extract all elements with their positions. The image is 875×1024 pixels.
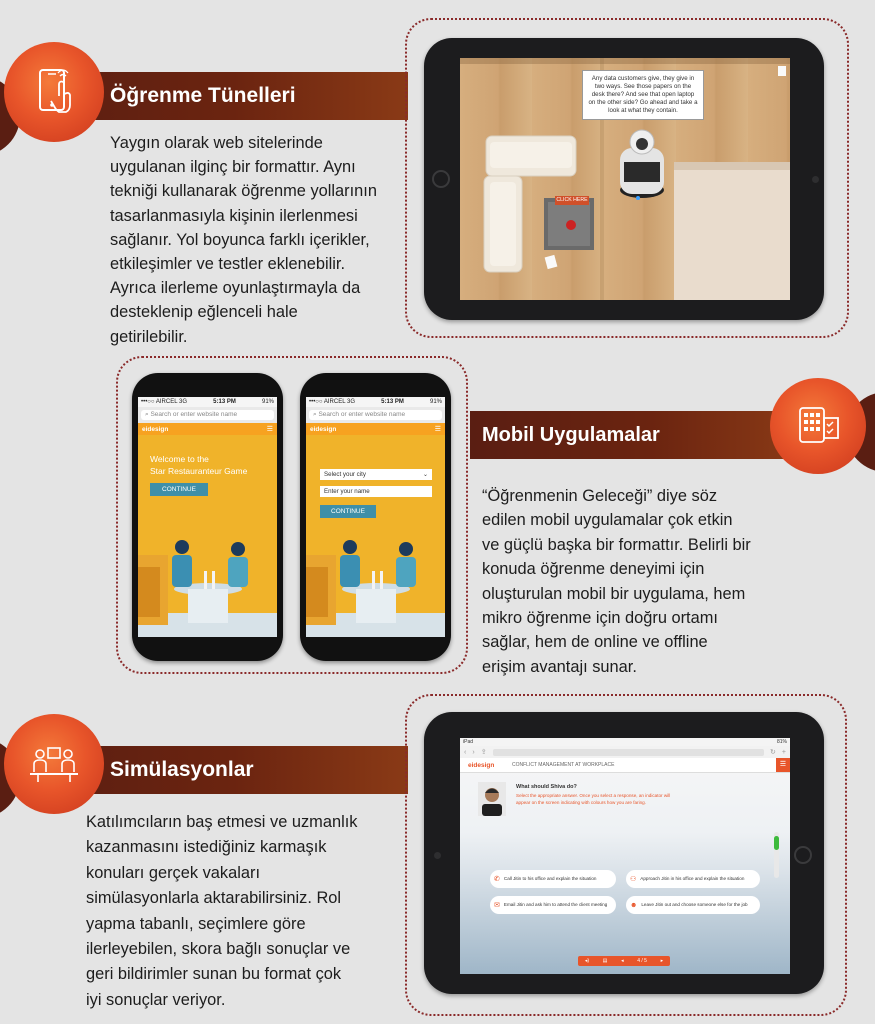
course-logo: eidesign: [468, 761, 495, 769]
continue-button[interactable]: [320, 505, 376, 518]
phone-icon: ✆: [494, 876, 500, 883]
course-title: CONFLICT MANAGEMENT AT WORKPLACE: [512, 762, 615, 768]
device-label: iPad: [463, 739, 474, 745]
continue-label: CONTINUE: [331, 508, 365, 515]
next-icon[interactable]: ▸: [660, 958, 664, 964]
restaurant-illustration: [138, 527, 277, 637]
section-icon-circle: [770, 378, 866, 474]
section-body: Yaygın olarak web sitelerinde uygulanan ilginç bir formattır. Aynı tekniği kullanarak öğrenme yollarının tasarlanmasıyla kişinin ilerlenmesi sağlanır. Yol boyunca farklı içerikler, etkileşimler ve testler eklenebilir. Ayrıca ilerleme oyunlaştırmayla da desteklenip eğlenceli hale getirilebilir.: [110, 134, 377, 346]
browser-bar: [306, 407, 445, 423]
instruction-text: Select the appropriate answer. Once you select a response, an indicator will appear on the screen indicating with colours how you are faring.: [516, 793, 671, 805]
section-body: Katılımcıların baş etmesi ve uzmanlık kazanmasını istediğiniz karmaşık konuları gerçek vakaları simülasyonlarla aktarabilirsiniz. Rol yapma tabanlı, seçimlere göre ilerleyebilen, skora bağlı sonuçlar ve geri bildirimler sunan bu format çok iyi sonuçlar veriyor.: [86, 813, 358, 1009]
option-label: Email Jitin and ask him to attend the client meeting: [503, 902, 608, 907]
page-indicator: 4 / 5: [637, 958, 647, 964]
transcript-icon[interactable]: ▤: [602, 958, 608, 964]
menu-icon[interactable]: ☰: [266, 426, 273, 433]
option-button-4[interactable]: [626, 896, 760, 914]
section-title: Simülasyonlar: [110, 758, 254, 781]
option-button-3[interactable]: [490, 896, 616, 914]
continue-label: CONTINUE: [162, 486, 196, 493]
status-bar: [460, 738, 790, 746]
audio-icon[interactable]: ◂): [584, 958, 590, 964]
option-label: Approach Jitin in his office and explain the situation: [640, 876, 745, 881]
time-label: 5:13 PM: [213, 399, 236, 405]
tablet-home-button: [794, 846, 812, 864]
tablet-mockup-3: [424, 712, 824, 994]
section-title: Öğrenme Tünelleri: [110, 84, 296, 107]
tablet-screen: [460, 738, 790, 974]
section-icon-circle: [4, 714, 104, 814]
name-field[interactable]: [320, 486, 432, 497]
forward-icon[interactable]: ›: [472, 748, 475, 756]
tablet-camera: [812, 176, 819, 183]
touch-phone-icon: [4, 42, 104, 142]
avatar: [478, 782, 506, 816]
section-body: “Öğrenmenin Geleceği” diye söz edilen mobil uygulamalar çok etkin ve güçlü başka bir formattır. Belirli bir konuda öğrenme deneyimi için oluşturulan mobil bir uygulama, hem mikro öğrenme için doğru ortamı sağlar, hem de online ve offline erişim avantajı sunar.: [482, 487, 751, 676]
app-header: [306, 423, 445, 435]
chevron-down-icon: ⌄: [422, 471, 428, 478]
name-field-placeholder: Enter your name: [324, 488, 370, 495]
tablet-screen: [460, 58, 790, 300]
phone-screen: [306, 397, 445, 637]
tablet-camera: [434, 852, 441, 859]
address-placeholder: Search or enter website name: [150, 411, 238, 418]
refresh-icon[interactable]: ↻: [770, 749, 776, 756]
restaurant-illustration: [306, 527, 445, 637]
phone-screen: [138, 397, 277, 637]
time-label: 5:13 PM: [381, 399, 404, 405]
phone-mockup-left: [132, 373, 283, 661]
tablet-home-button: [432, 170, 450, 188]
status-bar: [138, 397, 277, 407]
share-icon[interactable]: ⇪: [480, 749, 487, 756]
section-title: Mobil Uygulamalar: [482, 424, 660, 446]
battery-label: 91%: [429, 399, 442, 405]
option-button-2[interactable]: [626, 870, 760, 888]
battery-label: 91%: [261, 399, 274, 405]
nav-bar: [578, 956, 670, 966]
back-icon[interactable]: ‹: [464, 748, 467, 756]
battery-label: 81%: [776, 739, 787, 745]
carrier-label: •••○○ AIRCEL 3G: [309, 399, 356, 405]
section-icon-circle: [4, 42, 104, 142]
click-here-button[interactable]: [555, 196, 589, 205]
welcome-line-2: Star Restauranteur Game: [150, 466, 248, 476]
menu-icon[interactable]: ☰: [776, 758, 790, 772]
progress-fill: [774, 836, 779, 850]
question-box: [516, 784, 676, 806]
question-text: What should Shiva do?: [516, 784, 577, 790]
course-header: [460, 758, 790, 773]
address-placeholder: Search or enter website name: [318, 411, 406, 418]
option-button-1[interactable]: [490, 870, 616, 888]
city-select[interactable]: [320, 469, 432, 480]
app-logo: eidesign: [310, 425, 337, 433]
menu-icon[interactable]: ☰: [434, 426, 441, 433]
app-header: [138, 423, 277, 435]
address-bar[interactable]: [493, 749, 764, 756]
tablet-mockup-1: [424, 38, 824, 320]
mobile-apps-icon: [770, 378, 866, 474]
option-label: Call Jitin to his office and explain the situation: [503, 876, 597, 881]
welcome-line-1: Welcome to the: [150, 454, 209, 464]
carrier-label: •••○○ AIRCEL 3G: [141, 399, 188, 405]
browser-toolbar: [460, 746, 790, 758]
speech-text: Any data customers give, they give in two ways. See those papers on the desk there? And see that open laptop on the other side? Go ahead and take a look at what they contain.: [588, 75, 698, 114]
section-banner-mobil-uygulamalar: [470, 411, 800, 459]
browser-bar: [138, 407, 277, 423]
option-label: Leave Jitin out and choose someone else for the job: [641, 902, 748, 907]
city-select-value: Select your city: [324, 471, 366, 478]
speech-bubble: [582, 70, 704, 120]
welcome-title: [150, 453, 247, 477]
search-icon: ⌕: [145, 411, 149, 418]
phone-mockup-right: [300, 373, 451, 661]
people-icon: ⚇: [630, 876, 637, 883]
status-bar: [306, 397, 445, 407]
person-icon: ☻: [630, 901, 638, 909]
search-icon: ⌕: [313, 411, 317, 418]
address-field[interactable]: [141, 410, 274, 420]
click-here-label: CLICK HERE: [556, 197, 588, 203]
app-logo: eidesign: [142, 425, 169, 433]
prev-icon[interactable]: ◂: [621, 958, 624, 964]
continue-button[interactable]: [150, 483, 208, 496]
add-tab-icon[interactable]: +: [781, 748, 786, 756]
address-field[interactable]: [309, 410, 442, 420]
meeting-people-icon: [4, 714, 104, 814]
email-icon: ✉: [494, 902, 500, 909]
progress-indicator: [774, 832, 779, 878]
